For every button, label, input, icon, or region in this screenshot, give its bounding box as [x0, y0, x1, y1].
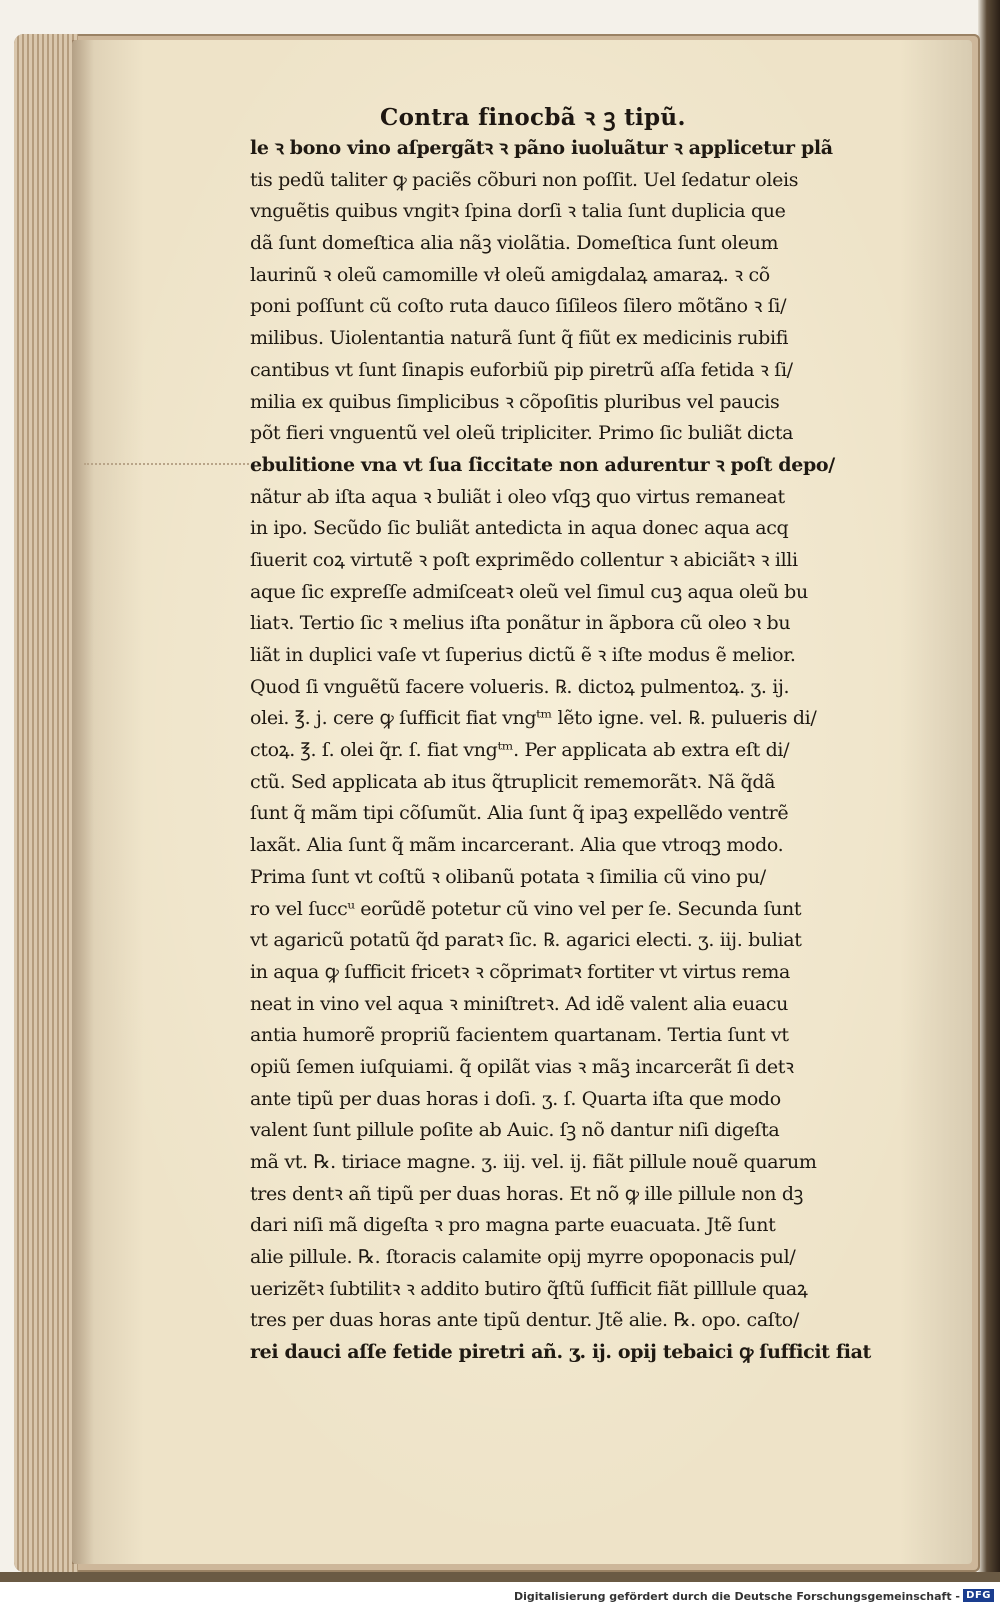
dotted-margin-mark	[84, 463, 249, 465]
text-line: Quod ſi vnguẽtũ facere volueris. ℞. dictoꝝ pulmentoꝝ. ʒ. ij.	[250, 675, 790, 698]
text-line: laurinũ ꝛ oleũ camomille vł oleũ amigdalaꝝ amaraꝝ. ꝛ cõ	[250, 263, 770, 286]
text-line: ſunt q̃ mãm tipi cõſumũt. Alia ſunt q̃ ipaꝫ expellẽdo ventrẽ	[250, 802, 789, 825]
text-line: olei. ℥. j. cere ꝙ ſufficit fiat vngᵗᵐ lẽto igne. vel. ℞. pulueris di/	[250, 707, 817, 730]
text-line: ctoꝝ. ℥. ſ. olei q̃r. ſ. fiat vngᵗᵐ. Per applicata ab extra eſt di/	[250, 739, 790, 762]
digitization-credit: Digitalisierung gefördert durch die Deutsche Forschungsgemeinschaft -	[513, 1590, 960, 1603]
text-line: uerizẽtꝛ ſubtilitꝛ ꝛ addito butiro q̃ſtũ ſufficit fiãt pilllule quaꝝ	[250, 1277, 808, 1300]
text-line: mã vt. ℞. tiriace magne. ʒ. iij. vel. ij. fiãt pillule nouẽ quarum	[250, 1151, 817, 1173]
dfg-logo[interactable]: DFG	[963, 1589, 994, 1602]
text-line: alie pillule. ℞. ſtoracis calamite opij myrre opoponacis pul/	[250, 1246, 796, 1269]
text-line: ante tipũ per duas horas i doſi. ʒ. ſ. Quarta iſta que modo	[250, 1087, 781, 1110]
page-edges	[14, 34, 78, 1572]
text-line: opiũ ſemen iuſquiami. q̃ opilãt vias ꝛ mãꝫ incarcerãt ſi detꝛ	[250, 1055, 794, 1078]
text-line: milibus. Uiolentantia naturã ſunt q̃ fiũt ex medicinis rubifi	[250, 327, 789, 350]
text-line: valent ſunt pillule poſite ab Auic. ſꝫ nõ dantur niſi digeſta	[250, 1119, 780, 1142]
text-block	[250, 133, 930, 1369]
text-line: liãt in duplici vaſe vt ſuperius dictũ ẽ ꝛ iſte modus ẽ melior.	[250, 644, 796, 666]
text-line: dã ſunt domeſtica alia nãꝫ violãtia. Domeſtica ſunt oleum	[250, 232, 779, 255]
text-line: milia ex quibus ſimplicibus ꝛ cõpoſitis pluribus vel paucis	[250, 390, 780, 413]
text-line: vnguẽtis quibus vngitꝛ ſpina dorſi ꝛ talia ſunt duplicia que	[250, 200, 786, 223]
text-line: ro vel ſuccᵘ eorũdẽ potetur cũ vino vel per ſe. Secunda ſunt	[250, 897, 802, 920]
text-line: ebulitione vna vt ſua ſiccitate non adurentur ꝛ poſt depo/	[250, 453, 835, 476]
text-line: tres dentꝛ añ tipũ per duas horas. Et nõ ꝙ ille pillule non dꝫ	[250, 1182, 803, 1205]
text-line: rei dauci aſſe fetide piretri añ. ʒ. ij. opij tebaici ꝙ ſufficit fiat	[250, 1341, 871, 1364]
text-line: tres per duas horas ante tipũ dentur. Jtẽ alie. ℞. opo. caſto/	[250, 1309, 799, 1332]
text-line: poni poſſunt cũ coſto ruta dauco ſiſileos ſilero mõtãno ꝛ ſi/	[250, 295, 787, 318]
text-line: aque ſic expreſſe admiſceatꝛ oleũ vel ſimul cuꝫ aqua oleũ bu	[250, 580, 808, 603]
text-line: cantibus vt ſunt ſinapis euforbiũ pip piretrũ aſſa fetida ꝛ ſi/	[250, 358, 793, 381]
gutter-shadow	[72, 40, 94, 1564]
text-line: laxãt. Alia ſunt q̃ mãm incarcerant. Alia que vtroqꝫ modo.	[250, 834, 784, 857]
running-head: Contra finocbã ꝛ ꝫ tipũ.	[380, 104, 686, 131]
text-line: dari niſi mã digeſta ꝛ pro magna parte euacuata. Jtẽ ſunt	[250, 1214, 776, 1237]
text-line: Prima ſunt vt coſtũ ꝛ olibanũ potata ꝛ ſimilia cũ vino pu/	[250, 865, 766, 888]
text-line: vt agaricũ potatũ q̃d paratꝛ ſic. ℞. agarici electi. ʒ. iij. buliat	[250, 929, 802, 952]
text-line: le ꝛ bono vino aſpergãtꝛ ꝛ pãno iuoluãtur ꝛ applicetur plã	[250, 137, 833, 159]
text-line: in aqua ꝙ ſufficit fricetꝛ ꝛ cõprimatꝛ fortiter vt virtus rema	[250, 960, 790, 983]
text-line: neat in vino vel aqua ꝛ miniſtretꝛ. Ad idẽ valent alia euacu	[250, 992, 788, 1015]
text-line: antia humorẽ propriũ facientem quartanam. Tertia ſunt vt	[250, 1024, 789, 1047]
text-line: ſiuerit coꝝ virtutẽ ꝛ poſt exprimẽdo collentur ꝛ abiciãtꝛ ꝛ illi	[250, 548, 798, 571]
text-line: põt fieri vnguentũ vel oleũ tripliciter. Primo ſic buliãt dicta	[250, 422, 794, 445]
text-line: liatꝛ. Tertio ſic ꝛ melius iſta ponãtur in ãpbora cũ oleo ꝛ bu	[250, 612, 791, 635]
text-line: ctũ. Sed applicata ab itus q̃truplicit rememorãtꝛ. Nã q̃dã	[250, 770, 776, 793]
text-line: in ipo. Secũdo ſic buliãt antedicta in aqua donec aqua acq	[250, 517, 789, 540]
text-line: tis pedũ taliter ꝙ paciẽs cõburi non poſſit. Uel ſedatur oleis	[250, 168, 799, 191]
text-line: nãtur ab iſta aqua ꝛ buliãt i oleo vſqꝫ quo virtus remaneat	[250, 485, 785, 508]
